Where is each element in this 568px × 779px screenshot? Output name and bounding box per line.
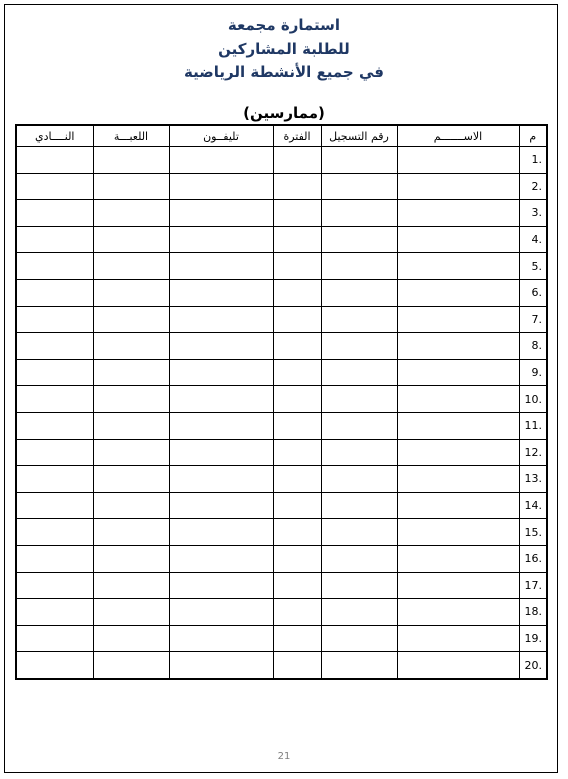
period-cell[interactable]	[273, 173, 321, 200]
row-number: .10	[519, 386, 547, 413]
club-cell[interactable]	[16, 279, 93, 306]
form-title-line-2: للطلبة المشاركين	[218, 40, 350, 58]
row-number: .12	[519, 439, 547, 466]
name-cell[interactable]	[397, 412, 519, 439]
club-cell[interactable]	[16, 652, 93, 679]
club-cell[interactable]	[16, 147, 93, 174]
row-number: .2	[519, 173, 547, 200]
club-cell[interactable]	[16, 306, 93, 333]
row-number: .3	[519, 200, 547, 227]
phone-cell[interactable]	[169, 572, 273, 599]
period-cell[interactable]	[273, 439, 321, 466]
club-cell[interactable]	[16, 386, 93, 413]
period-cell[interactable]	[273, 386, 321, 413]
sport-cell[interactable]	[93, 200, 169, 227]
sport-cell[interactable]	[93, 412, 169, 439]
registration-number-cell[interactable]	[321, 359, 397, 386]
sport-cell[interactable]	[93, 599, 169, 626]
row-number: .16	[519, 545, 547, 572]
phone-cell[interactable]	[169, 359, 273, 386]
sport-cell[interactable]	[93, 545, 169, 572]
phone-cell[interactable]	[169, 226, 273, 253]
row-number: .4	[519, 226, 547, 253]
club-cell[interactable]	[16, 412, 93, 439]
period-cell[interactable]	[273, 253, 321, 280]
sport-cell[interactable]	[93, 386, 169, 413]
page-number: 21	[277, 751, 291, 762]
sport-cell[interactable]	[93, 226, 169, 253]
name-cell[interactable]	[397, 306, 519, 333]
row-number: .15	[519, 519, 547, 546]
header-phone: تليفــون	[169, 125, 273, 147]
table-row	[16, 200, 547, 227]
header-club: النــــادي	[16, 125, 93, 147]
table-row	[16, 279, 547, 306]
table-row	[16, 386, 547, 413]
table-row	[16, 333, 547, 360]
club-cell[interactable]	[16, 625, 93, 652]
club-cell[interactable]	[16, 200, 93, 227]
name-cell[interactable]	[397, 519, 519, 546]
row-number: .20	[519, 652, 547, 679]
phone-cell[interactable]	[169, 545, 273, 572]
sport-cell[interactable]	[93, 306, 169, 333]
club-cell[interactable]	[16, 173, 93, 200]
name-cell[interactable]	[397, 599, 519, 626]
registration-number-cell[interactable]	[321, 200, 397, 227]
row-number: .1	[519, 147, 547, 174]
club-cell[interactable]	[16, 466, 93, 493]
name-cell[interactable]	[397, 173, 519, 200]
period-cell[interactable]	[273, 466, 321, 493]
sport-cell[interactable]	[93, 652, 169, 679]
row-number: .9	[519, 359, 547, 386]
registration-number-cell[interactable]	[321, 572, 397, 599]
phone-cell[interactable]	[169, 173, 273, 200]
registration-number-cell[interactable]	[321, 545, 397, 572]
name-cell[interactable]	[397, 492, 519, 519]
table-row	[16, 652, 547, 679]
period-cell[interactable]	[273, 492, 321, 519]
phone-cell[interactable]	[169, 652, 273, 679]
registration-number-cell[interactable]	[321, 599, 397, 626]
name-cell[interactable]	[397, 652, 519, 679]
row-number: .13	[519, 466, 547, 493]
sport-cell[interactable]	[93, 572, 169, 599]
registration-number-cell[interactable]	[321, 466, 397, 493]
period-cell[interactable]	[273, 333, 321, 360]
row-number: .14	[519, 492, 547, 519]
table-row	[16, 226, 547, 253]
period-cell[interactable]	[273, 599, 321, 626]
club-cell[interactable]	[16, 492, 93, 519]
registration-number-cell[interactable]	[321, 306, 397, 333]
registration-number-cell[interactable]	[321, 279, 397, 306]
table-row	[16, 359, 547, 386]
row-number: .8	[519, 333, 547, 360]
registration-number-cell[interactable]	[321, 226, 397, 253]
phone-cell[interactable]	[169, 625, 273, 652]
name-cell[interactable]	[397, 439, 519, 466]
sport-cell[interactable]	[93, 519, 169, 546]
club-cell[interactable]	[16, 253, 93, 280]
table-row	[16, 492, 547, 519]
sport-cell[interactable]	[93, 333, 169, 360]
period-cell[interactable]	[273, 226, 321, 253]
club-cell[interactable]	[16, 519, 93, 546]
row-number: .19	[519, 625, 547, 652]
header-period: الفترة	[273, 125, 321, 147]
registration-number-cell[interactable]	[321, 253, 397, 280]
sport-cell[interactable]	[93, 359, 169, 386]
name-cell[interactable]	[397, 572, 519, 599]
sport-cell[interactable]	[93, 492, 169, 519]
period-cell[interactable]	[273, 306, 321, 333]
club-cell[interactable]	[16, 226, 93, 253]
phone-cell[interactable]	[169, 386, 273, 413]
name-cell[interactable]	[397, 226, 519, 253]
header-registration-number: رقم التسجيل	[321, 125, 397, 147]
sport-cell[interactable]	[93, 147, 169, 174]
table-row	[16, 306, 547, 333]
club-cell[interactable]	[16, 572, 93, 599]
sport-cell[interactable]	[93, 439, 169, 466]
table-row	[16, 625, 547, 652]
registration-number-cell[interactable]	[321, 439, 397, 466]
registration-number-cell[interactable]	[321, 519, 397, 546]
period-cell[interactable]	[273, 652, 321, 679]
header-name: الاســـــــم	[397, 125, 519, 147]
name-cell[interactable]	[397, 359, 519, 386]
table-row	[16, 412, 547, 439]
table-row	[16, 572, 547, 599]
name-cell[interactable]	[397, 253, 519, 280]
phone-cell[interactable]	[169, 147, 273, 174]
row-number: .6	[519, 279, 547, 306]
phone-cell[interactable]	[169, 333, 273, 360]
row-number: .17	[519, 572, 547, 599]
period-cell[interactable]	[273, 625, 321, 652]
name-cell[interactable]	[397, 147, 519, 174]
table-row	[16, 147, 547, 174]
club-cell[interactable]	[16, 333, 93, 360]
club-cell[interactable]	[16, 545, 93, 572]
phone-cell[interactable]	[169, 279, 273, 306]
club-cell[interactable]	[16, 359, 93, 386]
table-row	[16, 439, 547, 466]
club-cell[interactable]	[16, 599, 93, 626]
name-cell[interactable]	[397, 386, 519, 413]
phone-cell[interactable]	[169, 306, 273, 333]
row-number: .7	[519, 306, 547, 333]
registration-number-cell[interactable]	[321, 333, 397, 360]
form-title-line-1: استمارة مجمعة	[227, 16, 341, 34]
registration-number-cell[interactable]	[321, 492, 397, 519]
form-subtitle: (ممارسين)	[243, 104, 325, 122]
header-sport: اللعبـــة	[93, 125, 169, 147]
row-number: .11	[519, 412, 547, 439]
name-cell[interactable]	[397, 545, 519, 572]
period-cell[interactable]	[273, 279, 321, 306]
phone-cell[interactable]	[169, 519, 273, 546]
sport-cell[interactable]	[93, 466, 169, 493]
name-cell[interactable]	[397, 200, 519, 227]
registration-number-cell[interactable]	[321, 173, 397, 200]
registration-number-cell[interactable]	[321, 652, 397, 679]
phone-cell[interactable]	[169, 412, 273, 439]
period-cell[interactable]	[273, 519, 321, 546]
phone-cell[interactable]	[169, 466, 273, 493]
form-title-line-3: في جميع الأنشطة الرياضية	[184, 63, 384, 81]
period-cell[interactable]	[273, 412, 321, 439]
period-cell[interactable]	[273, 359, 321, 386]
row-number: .18	[519, 599, 547, 626]
sport-cell[interactable]	[93, 253, 169, 280]
name-cell[interactable]	[397, 625, 519, 652]
table-row	[16, 599, 547, 626]
table-header-row	[16, 125, 547, 147]
period-cell[interactable]	[273, 545, 321, 572]
table-row	[16, 466, 547, 493]
table-row	[16, 519, 547, 546]
registration-number-cell[interactable]	[321, 386, 397, 413]
table-row	[16, 173, 547, 200]
name-cell[interactable]	[397, 333, 519, 360]
row-number: .5	[519, 253, 547, 280]
name-cell[interactable]	[397, 466, 519, 493]
header-index: م	[519, 125, 547, 147]
name-cell[interactable]	[397, 279, 519, 306]
registration-number-cell[interactable]	[321, 412, 397, 439]
phone-cell[interactable]	[169, 492, 273, 519]
table-row	[16, 545, 547, 572]
sport-cell[interactable]	[93, 625, 169, 652]
period-cell[interactable]	[273, 200, 321, 227]
phone-cell[interactable]	[169, 439, 273, 466]
table-row	[16, 253, 547, 280]
phone-cell[interactable]	[169, 599, 273, 626]
registration-number-cell[interactable]	[321, 147, 397, 174]
participants-table	[15, 124, 548, 680]
sport-cell[interactable]	[93, 279, 169, 306]
period-cell[interactable]	[273, 147, 321, 174]
phone-cell[interactable]	[169, 253, 273, 280]
period-cell[interactable]	[273, 572, 321, 599]
registration-number-cell[interactable]	[321, 625, 397, 652]
club-cell[interactable]	[16, 439, 93, 466]
phone-cell[interactable]	[169, 200, 273, 227]
sport-cell[interactable]	[93, 173, 169, 200]
